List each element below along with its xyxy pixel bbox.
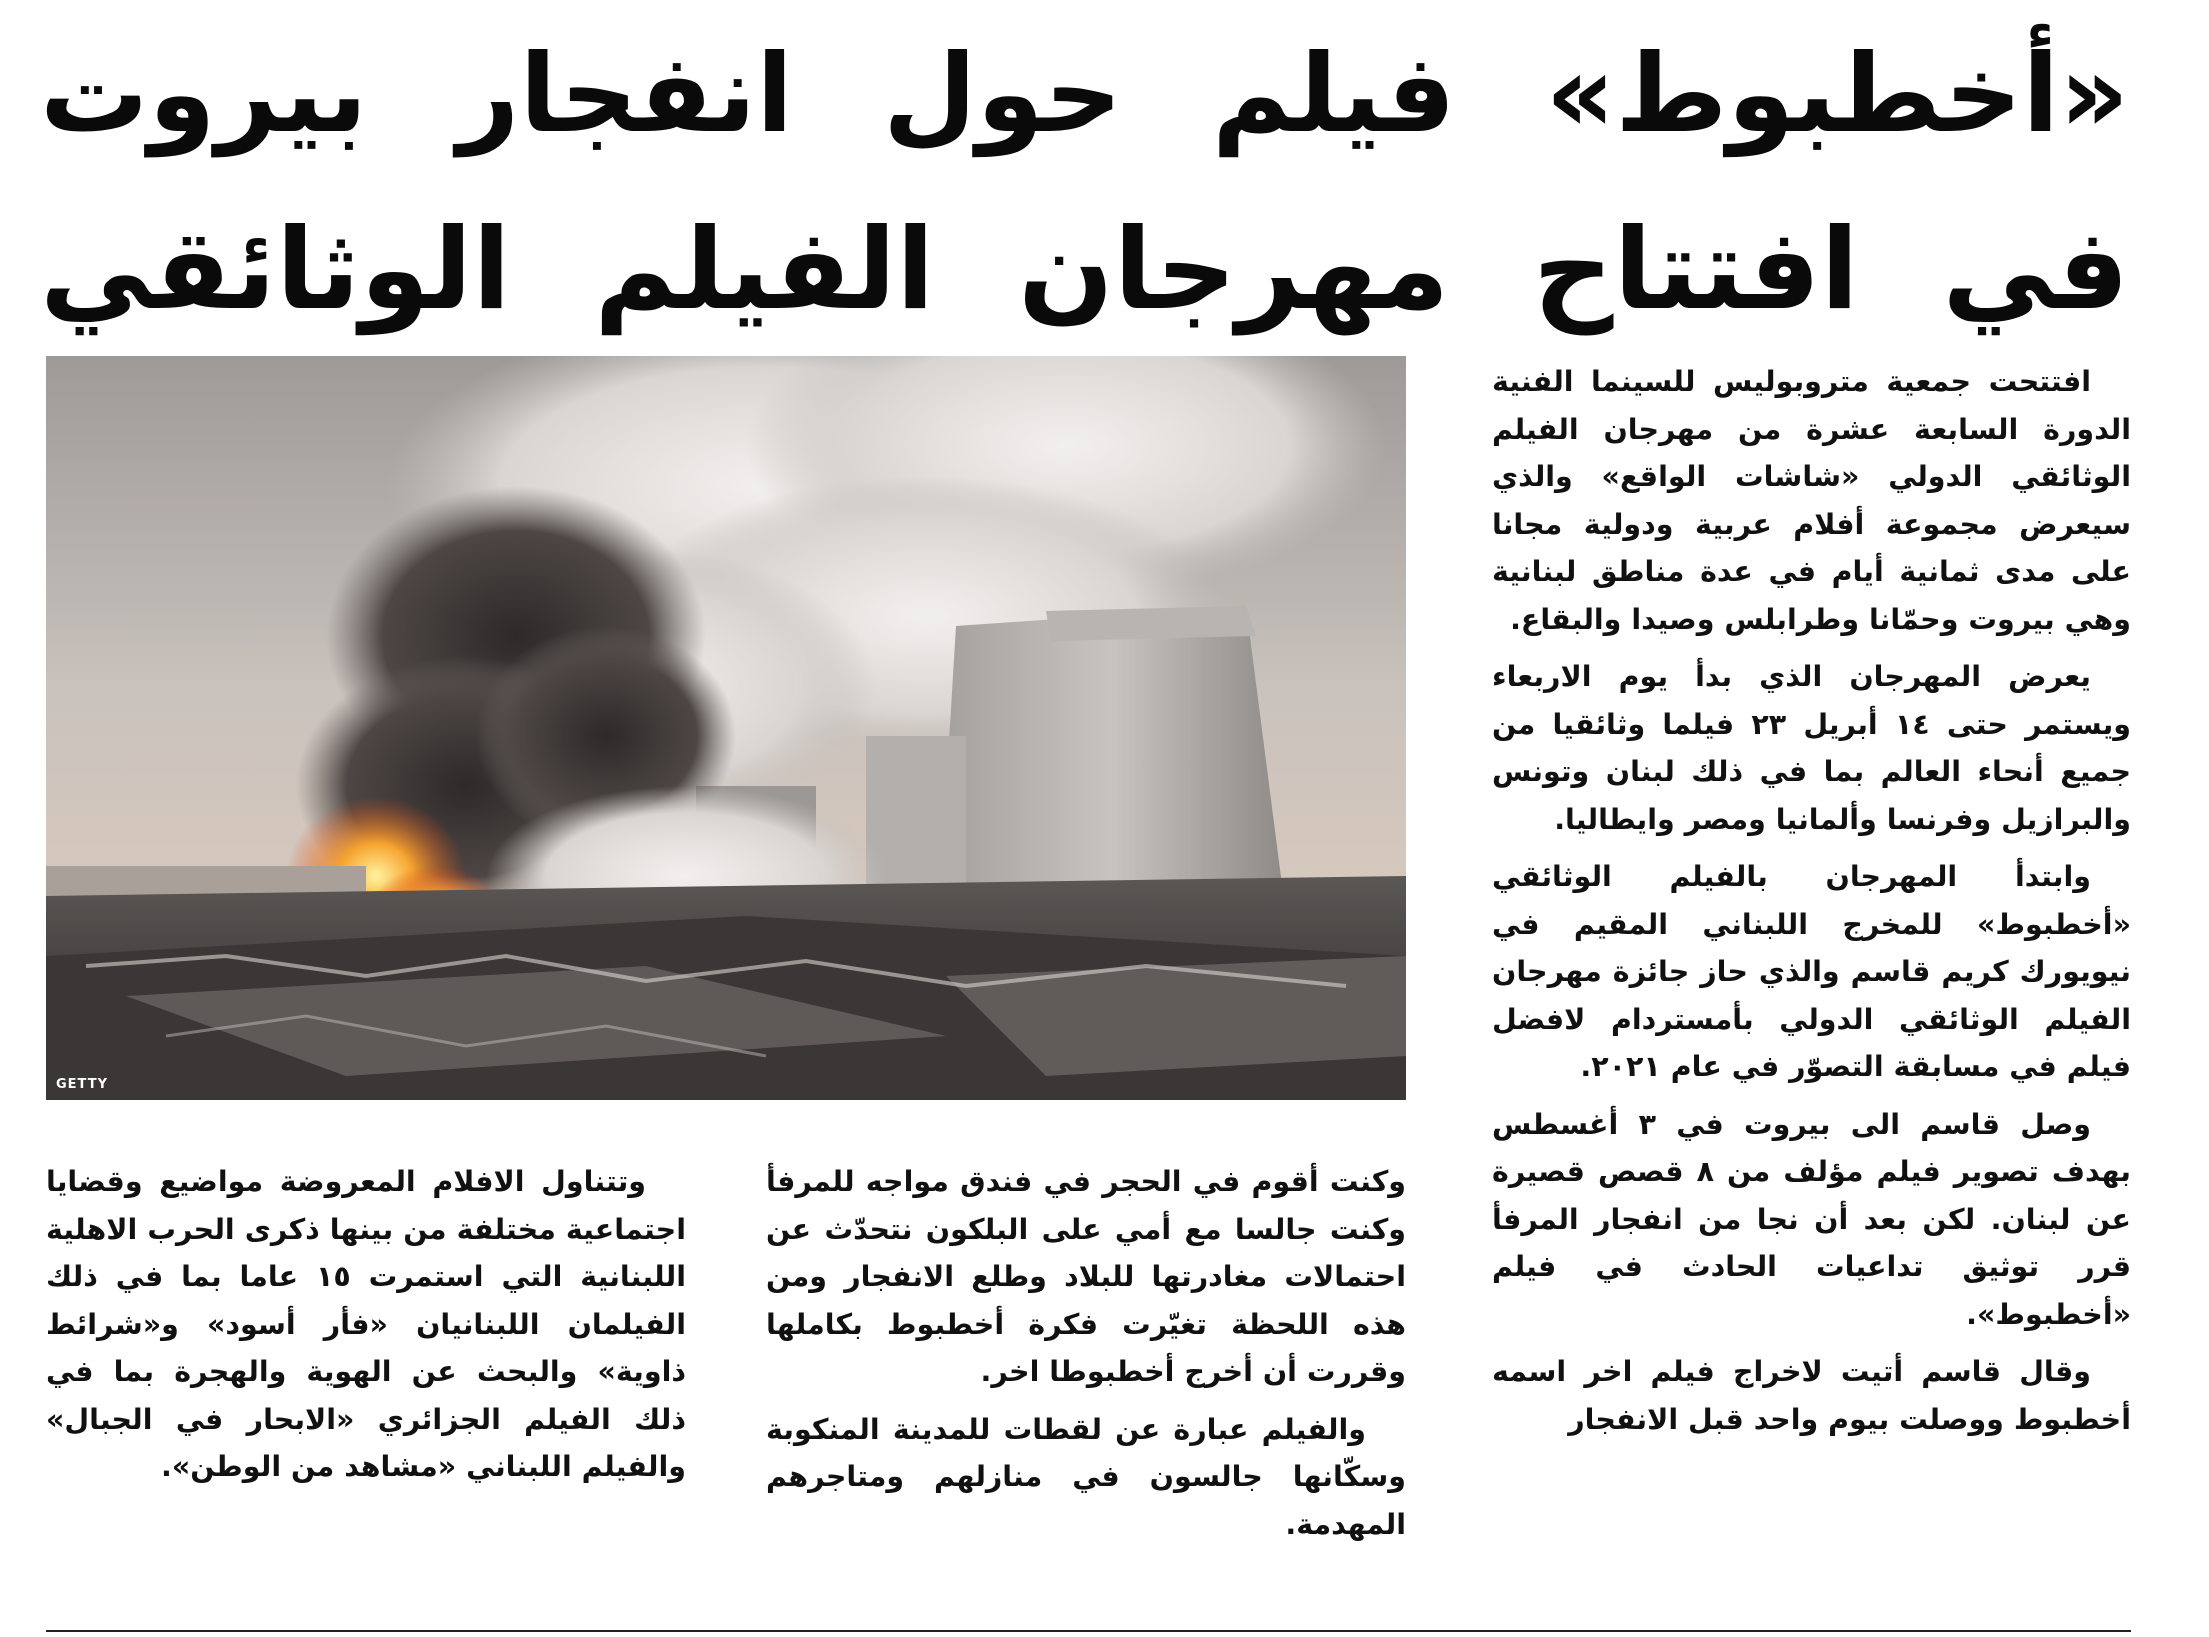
bottom-divider — [46, 1630, 2131, 1632]
paragraph: وصل قاسم الى بيروت في ٣ أغسطس بهدف تصوير فيلم مؤلف من ٨ قصص قصيرة عن لبنان. لكن بعد أن نجا من انفجار المرفأ قرر توثيق تداعيات الحادث في فيلم «أخطبوط». — [1492, 1107, 2131, 1331]
explosion-photo-illustration — [46, 356, 1406, 1100]
paragraph: افتتحت جمعية متروبوليس للسينما الفنية الدورة السابعة عشرة من مهرجان الفيلم الوثائقي الدولي «شاشات الواقع» والذي سيعرض مجموعة أفلام عربية ودولية مجانا على مدى ثمانية أيام في عدة مناطق لبنانية وهي بيروت وحمّانا وطرابلس وصيدا والبقاع. — [1492, 365, 2131, 636]
photo-credit: GETTY — [56, 1077, 108, 1092]
article-photo — [46, 356, 1406, 1100]
paragraph: وقال قاسم أتيت لاخراج فيلم اخر اسمه أخطبوط ووصلت بيوم واحد قبل الانفجار — [1492, 1355, 2131, 1436]
paragraph: وتتناول الافلام المعروضة مواضيع وقضايا اجتماعية مختلفة من بينها ذكرى الحرب الاهلية اللبنانية التي استمرت ١٥ عاما بما في ذلك الفيلمان اللبنانيان «فأر أسود» و«شرائط ذاوية» والبحث عن الهوية والهجرة بما في ذلك الفيلم الجزائري «الابحار في الجبال» والفيلم اللبناني «مشاهد من الوطن». — [46, 1165, 686, 1483]
column-right — [1492, 358, 2131, 1453]
headline-line-2: في افتتاح مهرجان الفيلم الوثائقي — [40, 205, 2129, 335]
paragraph: يعرض المهرجان الذي بدأ يوم الاربعاء ويستمر حتى ١٤ أبريل ٢٣ فيلما وثائقيا من جميع أنحاء العالم بما في ذلك لبنان وتونس والبرازيل وفرنسا وألمانيا ومصر وايطاليا. — [1492, 660, 2131, 836]
headline-line-1: «أخطبوط» فيلم حول انفجار بيروت — [40, 32, 2129, 157]
paragraph: وكنت أقوم في الحجر في فندق مواجه للمرفأ وكنت جالسا مع أمي على البلكون نتحدّث عن احتمالات مغادرتها للبلاد وطلع الانفجار ومن هذه اللحظة تغيّرت فكرة أخطبوط بكاملها وقررت أن أخرج أخطبوطا اخر. — [766, 1165, 1406, 1388]
paragraph: والفيلم عبارة عن لقطات للمدينة المنكوبة وسكّانها جالسون في منازلهم ومتاجرهم المهدمة. — [766, 1412, 1406, 1541]
paragraph: وابتدأ المهرجان بالفيلم الوثائقي «أخطبوط» للمخرج اللبناني المقيم في نيويورك كريم قاسم والذي حاز جائزة مهرجان الفيلم الوثائقي الدولي بأمستردام لافضل فيلم في مسابقة التصوّر في عام ٢٠٢١. — [1492, 860, 2131, 1083]
column-left — [46, 1158, 686, 1501]
column-middle — [766, 1158, 1406, 1558]
